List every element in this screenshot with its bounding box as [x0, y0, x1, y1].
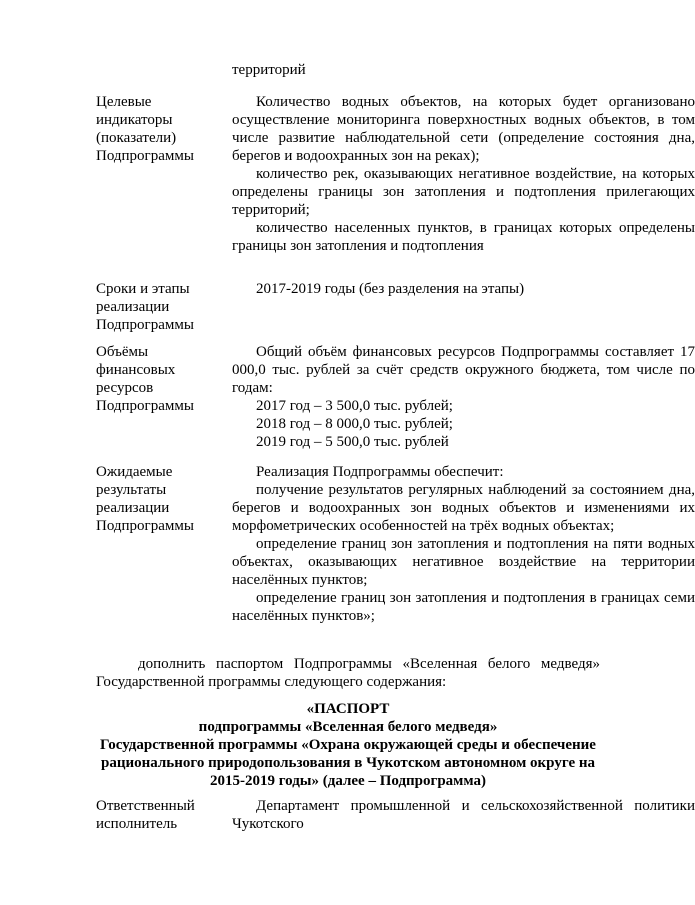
paragraph: 2018 год – 8 000,0 тыс. рублей; — [256, 416, 453, 432]
addendum-paragraph: дополнить паспортом Подпрограммы «Вселенная белого медведя» Государственной программы следующего содержания: — [96, 656, 600, 690]
paragraph: количество рек, оказывающих негативное воздействие, на которых определены границы зон затопления и подтопления прилегающих территорий; — [232, 166, 695, 218]
section-label: Сроки и этапы реализации Подпрограммы — [96, 281, 194, 333]
paragraph: Количество водных объектов, на которых будет организовано осуществление мониторинга поверхностных водных объектов, в том числе развитие наблюдательной сети (определение состояния дна, берегов и водоохранных зон на реках); — [232, 94, 695, 164]
paragraph: 2017 год – 3 500,0 тыс. рублей; — [256, 398, 453, 414]
passport-heading — [92, 700, 604, 790]
paragraph: получение результатов регулярных наблюдений за состоянием дна, берегов и водоохранных зон водных объектов и изменениями их морфометрических особенностей на трёх водных объектах; — [232, 482, 695, 534]
passport-subtitle: подпрограммы «Вселенная белого медведя» — [198, 719, 498, 735]
section-content — [232, 343, 695, 451]
section-label: Объёмы финансовых ресурсов Подпрограммы — [96, 344, 194, 414]
paragraph: 2019 год – 5 500,0 тыс. рублей — [256, 434, 449, 450]
section-content — [232, 280, 695, 298]
passport-title: «ПАСПОРТ — [306, 701, 390, 717]
paragraph: определение границ зон затопления и подтопления в границах семи населённых пунктов»; — [232, 590, 695, 624]
paragraph: определение границ зон затопления и подтопления на пяти водных объектах, оказывающих негативное воздействие на территории населённых пунктов; — [232, 536, 695, 588]
section-label: Ожидаемые результаты реализации Подпрограммы — [96, 464, 194, 534]
section-content — [232, 797, 695, 833]
passport-program: Государственной программы «Охрана окружающей среды и обеспечение рационального природопользования в Чукотском автономном округе на 2015-2019 годы» (далее – Подпрограмма) — [100, 737, 596, 789]
section-label: Ответственный исполнитель — [96, 798, 195, 832]
section-label: Целевые индикаторы (показатели) Подпрограммы — [96, 94, 194, 164]
continued-text: территорий — [232, 62, 306, 78]
paragraph: Реализация Подпрограммы обеспечит: — [256, 464, 504, 480]
paragraph: количество населенных пунктов, в границах которых определены границы зон затопления и подтопления — [232, 220, 695, 254]
paragraph: 2017-2019 годы (без разделения на этапы) — [256, 281, 525, 297]
section-content — [232, 93, 695, 255]
paragraph: Общий объём финансовых ресурсов Подпрограммы составляет 17 000,0 тыс. рублей за счёт средств окружного бюджета, том числе по годам: — [232, 344, 695, 396]
section-content — [232, 463, 695, 625]
paragraph: Департамент промышленной и сельскохозяйственной политики Чукотского — [232, 798, 695, 832]
